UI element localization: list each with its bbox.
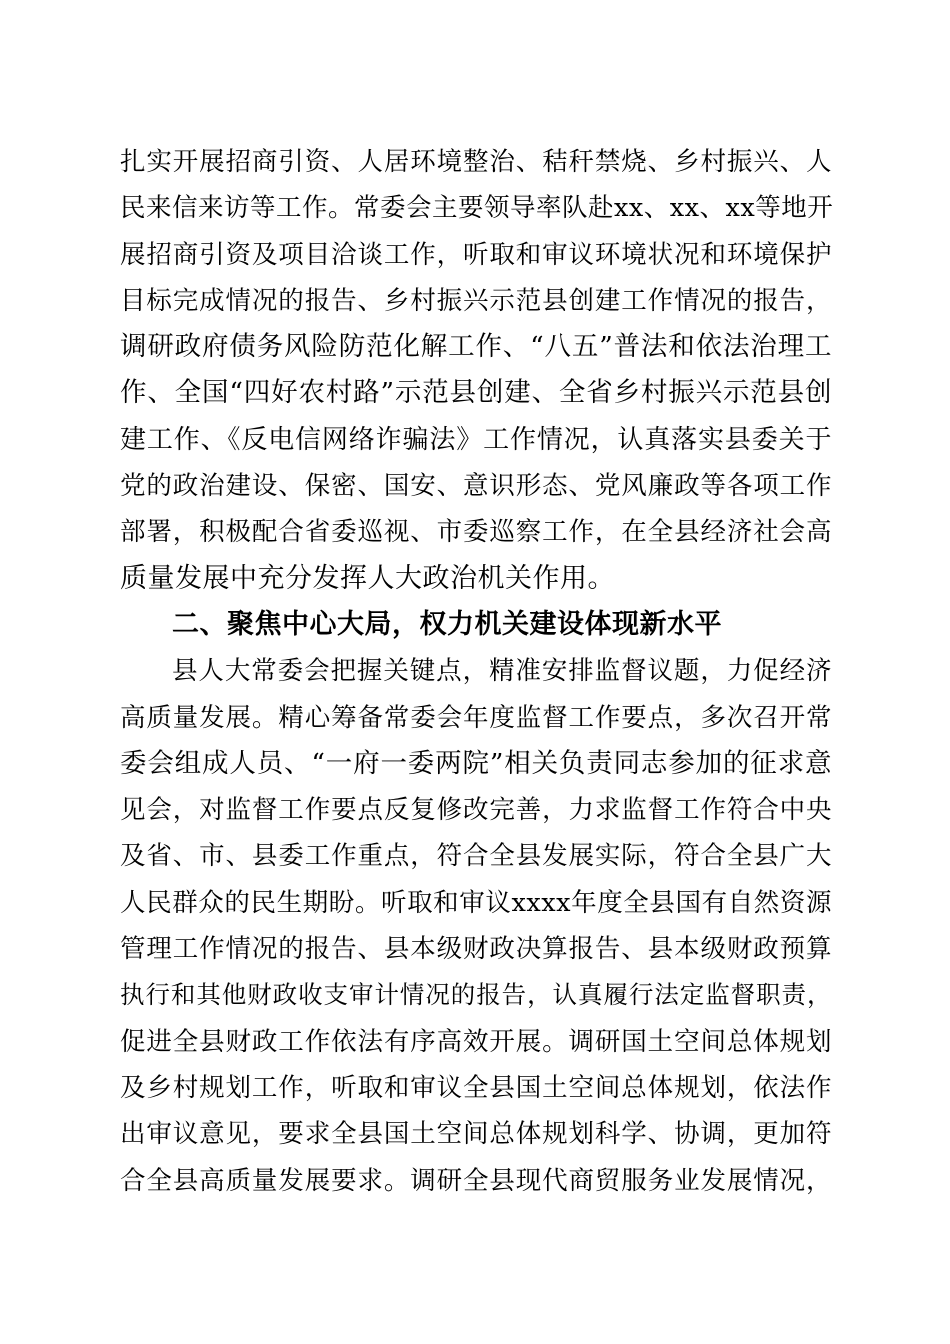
document-body [120, 139, 832, 1204]
paragraph-line: 党的政治建设、保密、国安、意识形态、党风廉政等各项工作 [120, 471, 832, 502]
paragraph-line: 部署，积极配合省委巡视、市委巡察工作，在全县经济社会高 [120, 517, 832, 548]
paragraph-line: 民来信来访等工作。常委会主要领导率队赴xx、xx、xx等地开 [120, 193, 834, 224]
paragraph-line: 建工作、《反电信网络诈骗法》工作情况，认真落实县委关于 [120, 424, 832, 455]
paragraph-line: 合全县高质量发展要求。调研全县现代商贸服务业发展情况， [120, 1165, 832, 1196]
paragraph-line: 高质量发展。精心筹备常委会年度监督工作要点，多次召开常 [120, 702, 832, 733]
paragraph-line: 质量发展中充分发挥人大政治机关作用。 [120, 562, 615, 594]
paragraph-2 [120, 648, 832, 1204]
paragraph-line: 及省、市、县委工作重点，符合全县发展实际，符合全县广大 [120, 841, 832, 872]
paragraph-line: 作、全国“四好农村路”示范县创建、全省乡村振兴示范县创 [120, 377, 832, 409]
paragraph-line: 委会组成人员、“一府一委两院”相关负责同志参加的征求意 [120, 747, 832, 779]
paragraph-line: 扎实开展招商引资、人居环境整治、秸秆禁烧、乡村振兴、人 [120, 147, 832, 177]
paragraph-line: 人民群众的民生期盼。听取和审议xxxx年度全县国有自然资源 [120, 887, 832, 918]
paragraph-line: 展招商引资及项目洽谈工作，听取和审议环境状况和环境保护 [120, 239, 832, 270]
section-heading: 二、聚焦中心大局，权力机关建设体现新水平 [172, 608, 722, 640]
paragraph-line: 调研政府债务风险防范化解工作、“八五”普法和依法治理工 [120, 331, 832, 363]
paragraph-line: 目标完成情况的报告、乡村振兴示范县创建工作情况的报告， [120, 285, 832, 316]
paragraph-line: 及乡村规划工作，听取和审议全县国土空间总体规划，依法作 [120, 1072, 832, 1103]
paragraph-line: 促进全县财政工作依法有序高效开展。调研国土空间总体规划 [120, 1026, 832, 1057]
paragraph-line: 见会，对监督工作要点反复修改完善，力求监督工作符合中央 [120, 795, 832, 826]
paragraph-line: 管理工作情况的报告、县本级财政决算报告、县本级财政预算 [120, 934, 832, 965]
paragraph-line: 执行和其他财政收支审计情况的报告，认真履行法定监督职责， [120, 980, 832, 1010]
paragraph-line: 出审议意见，要求全县国土空间总体规划科学、协调，更加符 [120, 1119, 832, 1150]
paragraph-1 [120, 139, 832, 602]
paragraph-line: 县人大常委会把握关键点，精准安排监督议题，力促经济 [172, 656, 832, 687]
